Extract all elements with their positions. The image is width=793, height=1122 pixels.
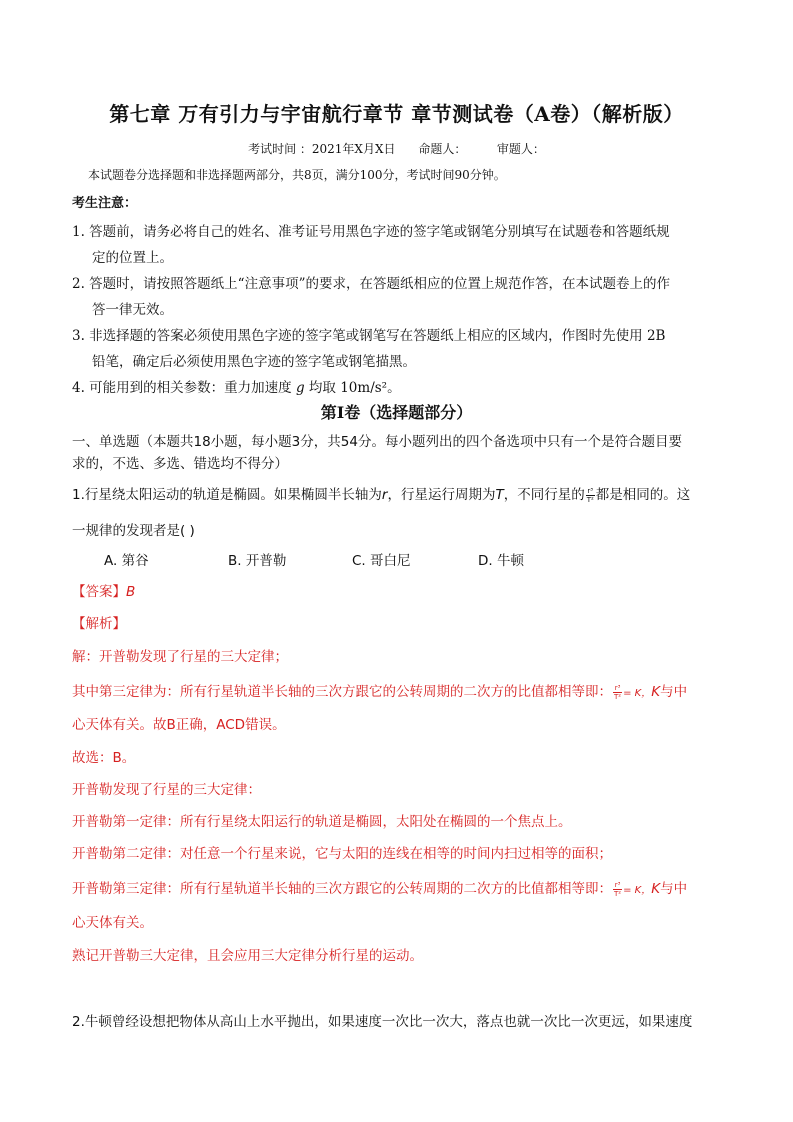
- notice-item-3-line-2: 铅笔，确定后必须使用黑色字迹的签字笔或钢笔描黑。: [92, 354, 416, 370]
- q1-stem-part-2: ，行星运行周期为: [387, 487, 496, 503]
- notice-item-4-suffix: 均取 10m/s²。: [308, 380, 401, 396]
- sol8-fraction-num: r³: [614, 880, 621, 889]
- solution-line-3: 心天体有关。故B正确，ACD错误。: [72, 717, 286, 733]
- section-title: 第Ⅰ卷（选择题部分）: [320, 403, 473, 422]
- q1-var-T: T: [495, 487, 504, 503]
- section-desc-line-2: 求的，不选、多选、错选均不得分）: [72, 456, 288, 472]
- q1-fraction: [586, 487, 595, 504]
- solution-line-4: 故选：B。: [72, 750, 136, 766]
- solution-line-6: 开普勒第一定律：所有行星绕太阳运行的轨道是椭圆，太阳处在椭圆的一个焦点上。: [72, 814, 572, 830]
- solution-line-5: 开普勒发现了行星的三大定律：: [72, 782, 261, 798]
- solution-line-8: [72, 877, 687, 898]
- q1-option-c: C. 哥白尼: [352, 553, 411, 569]
- answer-value: B: [126, 584, 136, 600]
- sol8-eq: = K，: [623, 885, 652, 896]
- notice-item-2-line-2: 答一律无效。: [92, 302, 173, 318]
- q1-option-b: B. 开普勒: [228, 553, 287, 569]
- notice-item-3-line-1: 3. 非选择题的答案必须使用黑色字迹的签字笔或钢笔写在答题纸上相应的区域内，作图时先使用 2B: [72, 328, 666, 344]
- solution-line-7: 开普勒第二定律：对任意一个行星来说，它与太阳的连线在相等的时间内扫过相等的面积；: [72, 846, 612, 862]
- solution-line-9: 心天体有关。: [72, 915, 153, 931]
- solution-line-10: 熟记开普勒三大定律，且会应用三大定律分析行星的运动。: [72, 948, 423, 964]
- q1-stem-part-1: 1.行星绕太阳运动的轨道是椭圆。如果椭圆半长轴为: [72, 487, 382, 503]
- question-2-stem-line-1: 2.牛顿曾经设想把物体从高山上水平抛出，如果速度一次比一次大，落点也就一次比一次更远，如果速度: [72, 1014, 693, 1030]
- sol8-prefix: 开普勒第三定律：所有行星轨道半长轴的三次方跟它的公转周期的二次方的比值都相等即：: [72, 881, 612, 897]
- section-desc-line-1: 一、单选题（本题共18小题，每小题3分，共54分。每小题列出的四个备选项中只有一个是符合题目要: [72, 434, 682, 450]
- sol2-var-k: K: [651, 684, 661, 700]
- analysis-label: 【解析】: [72, 616, 126, 632]
- sol2-fraction-den: T²: [614, 692, 622, 701]
- q1-fraction-den: T²: [586, 495, 594, 504]
- exam-intro: 本试题卷分选择题和非选择题两部分，共8页，满分100分，考试时间90分钟。: [88, 168, 506, 182]
- sol2-eq: = K，: [623, 688, 652, 699]
- q1-answer: [72, 580, 135, 600]
- page-title: 第七章 万有引力与宇宙航行章节 章节测试卷（A卷）（解析版）: [109, 102, 684, 126]
- question-1-stem-line-2: 一规律的发现者是( ): [72, 523, 195, 539]
- notice-item-1-line-1: 1. 答题前，请务必将自己的姓名、准考证号用黑色字迹的签字笔或钢笔分别填写在试题卷和答题纸规: [72, 224, 670, 240]
- notice-item-1-line-2: 定的位置上。: [92, 250, 173, 266]
- sol2-suffix: 与中: [660, 684, 688, 700]
- sol2-fraction-num: r³: [614, 683, 621, 692]
- solution-line-2: [72, 680, 687, 701]
- q1-stem-part-4: 都是相同的。这: [595, 487, 691, 503]
- notice-item-4-prefix: 4. 可能用到的相关参数：重力加速度: [72, 380, 292, 396]
- q1-var-r: r: [381, 487, 388, 503]
- sol8-fraction: [613, 881, 622, 898]
- notice-item-2-line-1: 2. 答题时，请按照答题纸上“注意事项”的要求，在答题纸相应的位置上规范作答，在本试题卷上的作: [72, 276, 670, 292]
- question-1-stem-line-1: [72, 483, 690, 504]
- notice-heading: 考生注意：: [72, 196, 138, 211]
- notice-item-4: [72, 376, 401, 396]
- sol8-var-k: K: [651, 881, 661, 897]
- q1-fraction-num: r³: [587, 486, 594, 495]
- solution-line-1: 解：开普勒发现了行星的三大定律；: [72, 649, 288, 665]
- sol8-suffix: 与中: [660, 881, 688, 897]
- answer-label: 【答案】: [72, 584, 126, 600]
- gravity-symbol: g: [295, 380, 305, 396]
- sol8-fraction-den: T²: [614, 889, 622, 898]
- exam-info: 考试时间 ：2021年X月X日 命题人： 审题人：: [248, 142, 545, 156]
- q1-option-d: D. 牛顿: [478, 553, 524, 569]
- q1-stem-part-3: ，不同行星的: [503, 487, 585, 503]
- q1-option-a: A. 第谷: [104, 553, 149, 569]
- sol2-fraction: [613, 684, 622, 701]
- sol2-prefix: 其中第三定律为：所有行星轨道半长轴的三次方跟它的公转周期的二次方的比值都相等即：: [72, 684, 612, 700]
